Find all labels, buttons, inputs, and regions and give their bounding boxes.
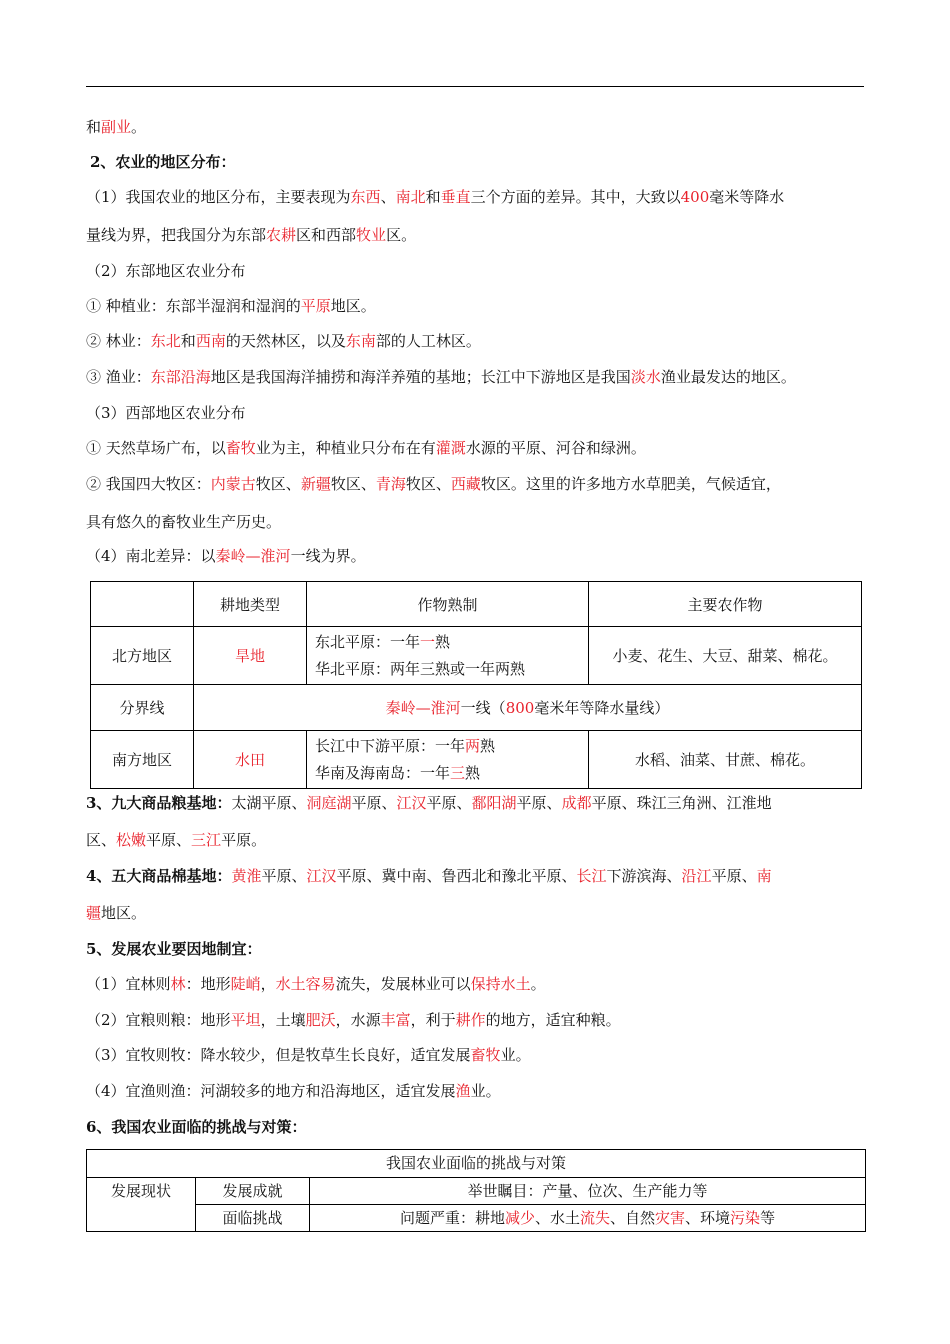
table-row-north — [91, 627, 862, 685]
section-5-heading: 5、发展农业要因地制宜： — [86, 940, 262, 958]
content-cell: 举世瞩目：产量、位次、生产能力等 — [310, 1178, 866, 1205]
crops-cell: 水稻、油菜、甘蔗、棉花。 — [589, 731, 862, 789]
section-3-line-2: 区、松嫩平原、三江平原。 — [86, 831, 267, 849]
crops-cell: 小麦、花生、大豆、甜菜、棉花。 — [589, 627, 862, 685]
s5-grain: （2）宜粮则粮：地形平坦，土壤肥沃，水源丰富，利于耕作的地方，适宜种粮。 — [86, 1011, 621, 1029]
region-cell: 南方地区 — [91, 731, 194, 789]
region-cell: 北方地区 — [91, 627, 194, 685]
table-header-cell: 耕地类型 — [194, 582, 307, 627]
table-row — [87, 1205, 866, 1232]
divide-label-cell: 分界线 — [91, 685, 194, 731]
table-header-cell — [91, 582, 194, 627]
label-cell: 发展成就 — [196, 1178, 310, 1205]
cropping-system-cell: 长江中下游平原：一年两熟 华南及海南岛：一年三熟 — [307, 731, 589, 789]
s2-east-planting: ① 种植业：东部半湿润和湿润的平原地区。 — [86, 297, 376, 315]
section-3-line-1: 3、九大商品粮基地：太湖平原、洞庭湖平原、江汉平原、鄱阳湖平原、成都平原、珠江三角洲、江淮地 — [86, 794, 772, 812]
status-cell: 发展现状 — [87, 1178, 196, 1232]
s2-east-fishery: ③ 渔业：东部沿海地区是我国海洋捕捞和海洋养殖的基地；长江中下游地区是我国淡水渔业最发达的地区。 — [86, 368, 796, 386]
table-title-cell: 我国农业面临的挑战与对策 — [87, 1150, 866, 1178]
table-row-south — [91, 731, 862, 789]
section-4-line-1: 4、五大商品棉基地：黄淮平原、江汉平原、冀中南、鲁西北和豫北平原、长江下游滨海、沿江平原、南 — [86, 867, 772, 885]
table-header-cell: 作物熟制 — [307, 582, 589, 627]
s2-subheading-west: （3）西部地区农业分布 — [86, 404, 246, 422]
s2-paragraph-1-line-2: 量线为界，把我国分为东部农耕区和西部牧业区。 — [86, 226, 417, 244]
table-header-cell: 主要农作物 — [589, 582, 862, 627]
land-type-cell: 旱地 — [194, 627, 307, 685]
header-rule — [86, 86, 864, 87]
section-2-heading: 2、农业的地区分布： — [90, 153, 236, 171]
challenges-table — [86, 1149, 866, 1232]
content-cell: 问题严重：耕地减少、水土流失、自然灾害、环境污染等 — [310, 1205, 866, 1232]
section-6-heading: 6、我国农业面临的挑战与对策： — [86, 1118, 307, 1136]
line-continuation: 和副业。 — [86, 118, 147, 136]
divide-line-cell: 秦岭—淮河一线（800毫米年等降水量线） — [194, 685, 862, 731]
s2-subheading-east: （2）东部地区农业分布 — [86, 262, 246, 280]
s2-west-grassland: ① 天然草场广布，以畜牧业为主，种植业只分布在有灌溉水源的平原、河谷和绿洲。 — [86, 439, 646, 457]
table-row — [87, 1178, 866, 1205]
table-row-divide — [91, 685, 862, 731]
label-cell: 面临挑战 — [196, 1205, 310, 1232]
s2-paragraph-1-line-1: （1）我国农业的地区分布，主要表现为东西、南北和垂直三个方面的差异。其中，大致以400毫米等降水 — [86, 188, 785, 206]
section-4-line-2: 疆地区。 — [86, 904, 147, 922]
table-title-row — [87, 1150, 866, 1178]
s2-east-forestry: ② 林业：东北和西南的天然林区，以及东南部的人工林区。 — [86, 332, 481, 350]
north-south-table — [90, 581, 862, 789]
cropping-system-cell: 东北平原：一年一熟 华北平原：两年三熟或一年两熟 — [307, 627, 589, 685]
s5-fishery: （4）宜渔则渔：河湖较多的地方和沿海地区，适宜发展渔业。 — [86, 1082, 501, 1100]
land-type-cell: 水田 — [194, 731, 307, 789]
s5-forestry: （1）宜林则林：地形陡峭，水土容易流失，发展林业可以保持水土。 — [86, 975, 546, 993]
s2-west-pastures-line-1: ② 我国四大牧区：内蒙古牧区、新疆牧区、青海牧区、西藏牧区。这里的许多地方水草肥美，气候适宜， — [86, 475, 781, 493]
s5-livestock: （3）宜牧则牧：降水较少，但是牧草生长良好，适宜发展畜牧业。 — [86, 1046, 531, 1064]
table-header-row — [91, 582, 862, 627]
s2-west-pastures-line-2: 具有悠久的畜牧业生产历史。 — [86, 513, 282, 531]
s2-subheading-north-south: （4）南北差异：以秦岭—淮河一线为界。 — [86, 547, 366, 565]
